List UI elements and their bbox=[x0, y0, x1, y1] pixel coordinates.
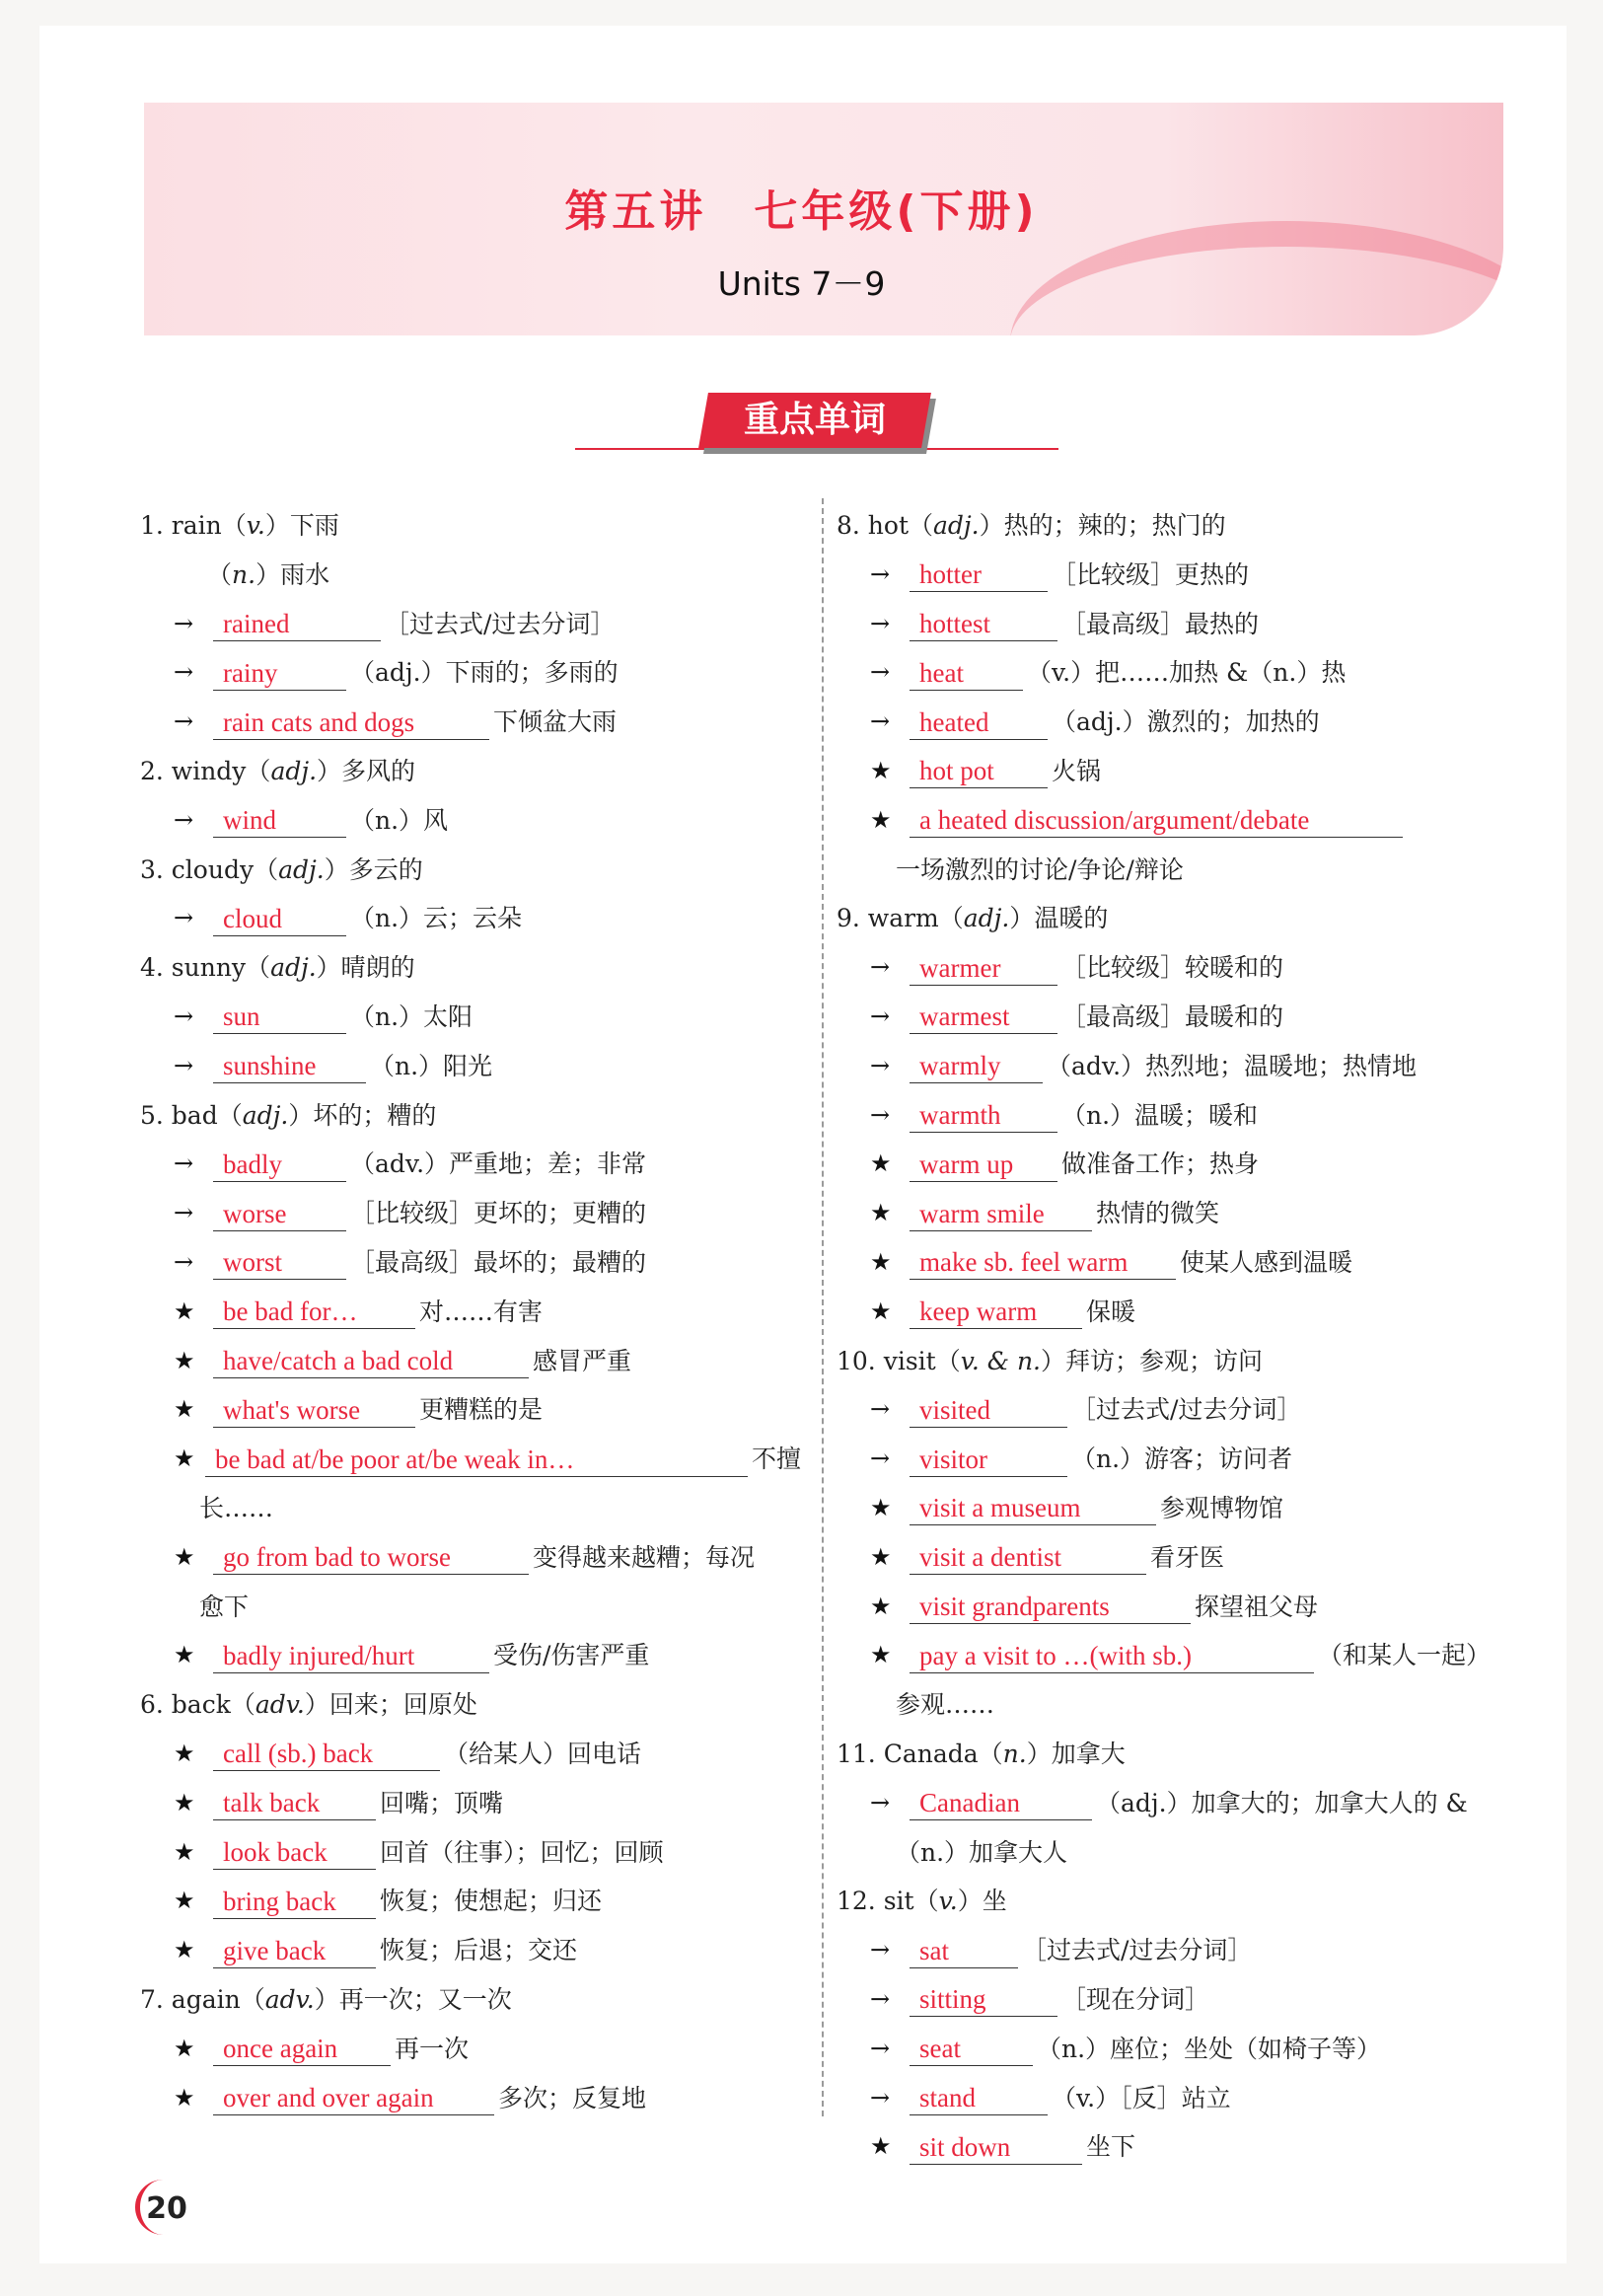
column-divider bbox=[822, 498, 824, 2116]
star-icon: ★ bbox=[174, 1346, 195, 1374]
definition: ）多云的 bbox=[324, 854, 423, 884]
definition: 恢复；使想起；归还 bbox=[380, 1887, 603, 1916]
right-entry-line bbox=[837, 1042, 1517, 1091]
answer-blank: warmer bbox=[910, 951, 1057, 986]
arrow-icon: → bbox=[174, 1149, 194, 1178]
right-entry-line bbox=[837, 501, 1517, 551]
answer-blank: sit down bbox=[910, 2130, 1082, 2165]
answer-blank: sat bbox=[910, 1934, 1018, 1968]
left-entry-line bbox=[140, 1484, 801, 1533]
left-entry-line bbox=[140, 894, 801, 943]
right-entry-line bbox=[837, 551, 1517, 600]
star-icon: ★ bbox=[870, 1296, 892, 1325]
part-of-speech: v. bbox=[246, 511, 265, 540]
right-entry-line bbox=[837, 2122, 1517, 2172]
answer-blank: heat bbox=[910, 656, 1023, 691]
answer-blank: be bad at/be poor at/be weak in… bbox=[205, 1443, 748, 1477]
definition: ）加拿大 bbox=[1026, 1739, 1126, 1768]
answer-blank: make sb. feel warm bbox=[910, 1245, 1176, 1280]
right-entry-line bbox=[837, 1385, 1517, 1435]
section-title: 重点单词 bbox=[743, 400, 886, 440]
arrow-icon: → bbox=[174, 609, 194, 637]
chapter-subtitle: Units 7－9 bbox=[717, 264, 886, 303]
star-icon: ★ bbox=[174, 1887, 195, 1915]
left-entry-line bbox=[140, 1926, 801, 1975]
definition-continued: （n.）加拿大人 bbox=[896, 1837, 1068, 1867]
headword: 9. warm（ bbox=[837, 904, 964, 933]
headword: 3. cloudy（ bbox=[140, 854, 279, 884]
right-entry-line bbox=[837, 1435, 1517, 1484]
definition: ）雨水 bbox=[255, 559, 330, 589]
right-entry-line bbox=[837, 698, 1517, 747]
answer-blank: visit grandparents bbox=[910, 1590, 1191, 1624]
answer-blank: badly injured/hurt bbox=[213, 1639, 489, 1673]
star-icon: ★ bbox=[174, 1641, 195, 1669]
part-of-speech: adj. bbox=[963, 904, 1010, 933]
section-heading bbox=[575, 393, 1058, 452]
star-icon: ★ bbox=[174, 1837, 195, 1866]
definition: （n.）温暖；暖和 bbox=[1061, 1100, 1259, 1130]
right-entry-line bbox=[837, 1484, 1517, 1533]
definition: 回嘴；顶嘴 bbox=[380, 1788, 504, 1817]
left-entry-line bbox=[140, 1779, 801, 1828]
answer-blank: visit a dentist bbox=[910, 1540, 1146, 1575]
answer-blank: badly bbox=[213, 1148, 346, 1182]
star-icon: ★ bbox=[174, 2034, 195, 2062]
definition: 使某人感到温暖 bbox=[1180, 1247, 1353, 1277]
arrow-icon: → bbox=[870, 609, 891, 637]
right-entry-line bbox=[837, 1926, 1517, 1975]
headword: 8. hot（ bbox=[837, 511, 933, 540]
right-entry-line bbox=[837, 747, 1517, 796]
definition: 不擅 bbox=[751, 1444, 801, 1474]
right-column bbox=[837, 501, 1517, 2172]
left-entry-line bbox=[140, 1140, 801, 1189]
left-entry-line bbox=[140, 1042, 801, 1091]
definition: （v.）把……加热 &（n.）热 bbox=[1027, 658, 1347, 688]
left-column bbox=[140, 501, 801, 2122]
definition: 探望祖父母 bbox=[1195, 1592, 1319, 1621]
star-icon: ★ bbox=[870, 1493, 892, 1521]
arrow-icon: → bbox=[174, 805, 194, 834]
answer-blank: rain cats and dogs bbox=[213, 705, 489, 740]
headword: 10. visit（ bbox=[837, 1346, 961, 1375]
answer-blank: hotter bbox=[910, 557, 1048, 592]
arrow-icon: → bbox=[870, 1051, 891, 1079]
left-entry-line bbox=[140, 1877, 801, 1926]
left-entry-line bbox=[140, 1337, 801, 1386]
star-icon: ★ bbox=[870, 2132, 892, 2161]
answer-blank: pay a visit to …(with sb.) bbox=[910, 1639, 1314, 1673]
right-entry-line bbox=[837, 1189, 1517, 1238]
answer-blank: warmest bbox=[910, 1000, 1057, 1034]
definition: （n.）阳光 bbox=[370, 1051, 493, 1080]
part-of-speech: adj. bbox=[242, 1100, 289, 1130]
headword: 2. windy（ bbox=[140, 756, 271, 785]
definition: ［最高级］最暖和的 bbox=[1061, 1001, 1284, 1031]
arrow-icon: → bbox=[174, 904, 194, 932]
definition: （n.）风 bbox=[350, 805, 449, 835]
definition: （n.）太阳 bbox=[350, 1001, 474, 1031]
definition: ）拜访；参观；访问 bbox=[1041, 1346, 1264, 1375]
definition: 回首（往事）；回忆；回顾 bbox=[380, 1837, 664, 1867]
star-icon: ★ bbox=[870, 1641, 892, 1669]
arrow-icon: → bbox=[870, 658, 891, 687]
right-entry-line bbox=[837, 1680, 1517, 1730]
left-entry-line bbox=[140, 796, 801, 846]
definition: 坐下 bbox=[1086, 2132, 1136, 2162]
answer-blank: over and over again bbox=[213, 2081, 494, 2115]
left-entry-line bbox=[140, 501, 801, 551]
star-icon: ★ bbox=[174, 1296, 195, 1325]
answer-blank: look back bbox=[213, 1835, 376, 1870]
star-icon: ★ bbox=[174, 1739, 195, 1767]
part-of-speech: adv. bbox=[255, 1690, 305, 1720]
left-entry-line bbox=[140, 1238, 801, 1288]
definition: 对……有害 bbox=[419, 1296, 544, 1326]
arrow-icon: → bbox=[870, 1984, 891, 2013]
answer-blank: sunshine bbox=[213, 1049, 366, 1083]
answer-blank: warm up bbox=[910, 1148, 1057, 1182]
arrow-icon: → bbox=[870, 1001, 891, 1030]
definition-continued: 长…… bbox=[199, 1493, 274, 1522]
answer-blank: go from bad to worse bbox=[213, 1540, 529, 1575]
definition: ［过去式/过去分词］ bbox=[1022, 1936, 1253, 1965]
definition: ）晴朗的 bbox=[316, 953, 415, 983]
definition: 做准备工作；热身 bbox=[1061, 1149, 1260, 1179]
answer-blank: once again bbox=[213, 2032, 391, 2066]
definition: 热情的微笑 bbox=[1096, 1199, 1220, 1228]
definition: 参观博物馆 bbox=[1160, 1493, 1284, 1522]
answer-blank: Canadian bbox=[910, 1786, 1092, 1820]
left-entry-line bbox=[140, 551, 801, 600]
answer-blank: sitting bbox=[910, 1982, 1057, 2017]
arrow-icon: → bbox=[870, 1788, 891, 1816]
arrow-icon: → bbox=[174, 1051, 194, 1079]
answer-blank: visited bbox=[910, 1393, 1067, 1428]
right-entry-line bbox=[837, 1779, 1517, 1828]
arrow-icon: → bbox=[870, 2083, 891, 2111]
star-icon: ★ bbox=[174, 1788, 195, 1816]
star-icon: ★ bbox=[174, 2083, 195, 2111]
part-of-speech: adj. bbox=[270, 756, 318, 785]
definition: 受伤/伤害严重 bbox=[493, 1641, 650, 1670]
answer-blank: talk back bbox=[213, 1786, 376, 1820]
answer-blank: call (sb.) back bbox=[213, 1737, 440, 1771]
left-entry-line bbox=[140, 1435, 801, 1484]
answer-blank: have/catch a bad cold bbox=[213, 1344, 529, 1378]
arrow-icon: → bbox=[870, 953, 891, 982]
right-entry-line bbox=[837, 1288, 1517, 1337]
answer-blank: visitor bbox=[910, 1443, 1067, 1477]
definition: ）下雨 bbox=[264, 511, 339, 540]
answer-blank: heated bbox=[910, 705, 1048, 740]
answer-blank: keep warm bbox=[910, 1295, 1082, 1329]
left-entry-line bbox=[140, 747, 801, 796]
definition: （n.）云；云朵 bbox=[350, 904, 523, 933]
headword: 11. Canada（ bbox=[837, 1739, 1003, 1768]
right-entry-line bbox=[837, 1631, 1517, 1680]
right-entry-line bbox=[837, 1091, 1517, 1141]
left-entry-line bbox=[140, 846, 801, 895]
left-entry-line bbox=[140, 1631, 801, 1680]
chapter-title: 第五讲 七年级(下册) bbox=[564, 186, 1039, 237]
star-icon: ★ bbox=[174, 1395, 195, 1424]
right-entry-line bbox=[837, 648, 1517, 698]
definition: 下倾盆大雨 bbox=[493, 707, 618, 737]
left-entry-line bbox=[140, 993, 801, 1042]
right-entry-line bbox=[837, 1877, 1517, 1926]
right-entry-line bbox=[837, 1140, 1517, 1189]
definition: ［现在分词］ bbox=[1061, 1984, 1210, 2014]
right-entry-line bbox=[837, 796, 1517, 846]
headword: 6. back（ bbox=[140, 1690, 255, 1720]
answer-blank: hot pot bbox=[910, 754, 1048, 788]
answer-blank: a heated discussion/argument/debate bbox=[910, 803, 1403, 838]
star-icon: ★ bbox=[870, 1149, 892, 1178]
right-entry-line bbox=[837, 1730, 1517, 1779]
definition: 多次；反复地 bbox=[498, 2083, 647, 2112]
left-entry-line bbox=[140, 943, 801, 993]
star-icon: ★ bbox=[174, 1936, 195, 1964]
definition: 感冒严重 bbox=[533, 1346, 632, 1375]
answer-blank: rainy bbox=[213, 656, 346, 691]
definition: ［比较级］更热的 bbox=[1052, 559, 1250, 589]
definition: ［最高级］最热的 bbox=[1061, 609, 1260, 638]
headword: 12. sit（ bbox=[837, 1887, 939, 1916]
right-entry-line bbox=[837, 1533, 1517, 1583]
definition: ）坐 bbox=[957, 1887, 1007, 1916]
answer-blank: be bad for… bbox=[213, 1295, 415, 1329]
definition-continued: 参观…… bbox=[896, 1690, 995, 1720]
right-entry-line bbox=[837, 846, 1517, 895]
definition: （n.）座位；坐处（如椅子等） bbox=[1037, 2034, 1382, 2063]
answer-blank: visit a museum bbox=[910, 1491, 1156, 1525]
part-of-speech: n. bbox=[232, 559, 256, 589]
definition: ［过去式/过去分词］ bbox=[1071, 1395, 1302, 1425]
answer-blank: worse bbox=[213, 1197, 346, 1231]
left-entry-line bbox=[140, 1385, 801, 1435]
page-number: 20 bbox=[143, 2185, 190, 2233]
answer-blank: sun bbox=[213, 1000, 346, 1034]
star-icon: ★ bbox=[870, 805, 892, 834]
arrow-icon: → bbox=[870, 1444, 891, 1473]
definition: ）坏的；糟的 bbox=[288, 1100, 437, 1130]
definition-continued: 一场激烈的讨论/争论/辩论 bbox=[896, 854, 1184, 884]
left-entry-line bbox=[140, 1583, 801, 1632]
star-icon: ★ bbox=[174, 1542, 195, 1571]
definition-continued: 愈下 bbox=[199, 1592, 250, 1621]
left-entry-line bbox=[140, 1091, 801, 1141]
left-entry-line bbox=[140, 698, 801, 747]
right-entry-line bbox=[837, 993, 1517, 1042]
arrow-icon: → bbox=[870, 559, 891, 588]
arrow-icon: → bbox=[174, 658, 194, 687]
answer-blank: wind bbox=[213, 803, 346, 838]
left-entry-line bbox=[140, 1533, 801, 1583]
star-icon: ★ bbox=[870, 1542, 892, 1571]
answer-blank: bring back bbox=[213, 1885, 376, 1919]
right-entry-line bbox=[837, 600, 1517, 649]
answer-blank: warm smile bbox=[910, 1197, 1092, 1231]
definition: ［比较级］更坏的；更糟的 bbox=[350, 1199, 647, 1228]
part-of-speech: n. bbox=[1002, 1739, 1027, 1768]
definition: 看牙医 bbox=[1150, 1542, 1225, 1572]
definition: ）回来；回原处 bbox=[304, 1690, 477, 1720]
definition: 再一次 bbox=[395, 2034, 470, 2063]
headword: 4. sunny（ bbox=[140, 953, 271, 983]
left-entry-line bbox=[140, 1680, 801, 1730]
answer-blank: rained bbox=[213, 607, 381, 641]
headword: 7. again（ bbox=[140, 1984, 265, 2014]
definition: ）温暖的 bbox=[1009, 904, 1109, 933]
definition: 保暖 bbox=[1086, 1296, 1136, 1326]
part-of-speech: adj. bbox=[270, 953, 317, 983]
right-entry-line bbox=[837, 2025, 1517, 2074]
definition: （adv.）严重地；差；非常 bbox=[350, 1149, 647, 1179]
right-entry-line bbox=[837, 1337, 1517, 1386]
left-entry-line bbox=[140, 1288, 801, 1337]
star-icon: ★ bbox=[870, 1199, 892, 1227]
left-entry-line bbox=[140, 2025, 801, 2074]
left-entry-line bbox=[140, 1189, 801, 1238]
headword: 1. rain（ bbox=[140, 511, 247, 540]
definition: （给某人）回电话 bbox=[444, 1739, 642, 1768]
definition: （n.）游客；访问者 bbox=[1071, 1444, 1293, 1474]
answer-blank: give back bbox=[213, 1934, 376, 1968]
definition: （和某人一起） bbox=[1318, 1641, 1492, 1670]
definition: ［过去式/过去分词］ bbox=[385, 609, 616, 638]
left-entry-line bbox=[140, 2074, 801, 2123]
headword: 5. bad（ bbox=[140, 1100, 243, 1130]
definition: （adj.）加拿大的；加拿大人的 & bbox=[1096, 1788, 1468, 1817]
arrow-icon: → bbox=[870, 707, 891, 736]
definition: （v.）［反］站立 bbox=[1052, 2083, 1231, 2112]
arrow-icon: → bbox=[174, 1001, 194, 1030]
answer-blank: cloud bbox=[213, 902, 346, 936]
left-entry-line bbox=[140, 1828, 801, 1878]
answer-blank: warmly bbox=[910, 1049, 1043, 1083]
answer-blank: hottest bbox=[910, 607, 1057, 641]
arrow-icon: → bbox=[174, 1199, 194, 1227]
left-entry-line bbox=[140, 600, 801, 649]
definition: 更糟糕的是 bbox=[419, 1395, 544, 1425]
answer-blank: what's worse bbox=[213, 1393, 415, 1428]
star-icon: ★ bbox=[870, 1592, 892, 1620]
left-entry-line bbox=[140, 1975, 801, 2025]
definition: （adj.）激烈的；加热的 bbox=[1052, 707, 1320, 737]
arrow-icon: → bbox=[174, 707, 194, 736]
star-icon: ★ bbox=[174, 1444, 195, 1473]
arrow-icon: → bbox=[870, 2034, 891, 2062]
arrow-icon: → bbox=[870, 1395, 891, 1424]
definition: ）多风的 bbox=[317, 756, 416, 785]
arrow-icon: → bbox=[870, 1100, 891, 1129]
arrow-icon: → bbox=[870, 1936, 891, 1964]
left-entry-line bbox=[140, 1730, 801, 1779]
section-underline bbox=[575, 448, 1058, 450]
definition: ［比较级］较暖和的 bbox=[1061, 953, 1284, 983]
part-of-speech: adj. bbox=[933, 511, 980, 540]
definition: ）热的；辣的；热门的 bbox=[979, 511, 1226, 540]
definition: （adj.）下雨的；多雨的 bbox=[350, 658, 619, 688]
definition: （adv.）热烈地；温暖地；热情地 bbox=[1047, 1051, 1418, 1080]
answer-blank: worst bbox=[213, 1245, 346, 1280]
right-entry-line bbox=[837, 2074, 1517, 2123]
answer-blank: warmth bbox=[910, 1098, 1057, 1133]
right-entry-line bbox=[837, 1238, 1517, 1288]
star-icon: ★ bbox=[870, 1247, 892, 1276]
star-icon: ★ bbox=[870, 756, 892, 784]
arrow-icon: → bbox=[174, 1247, 194, 1276]
part-of-speech: adv. bbox=[264, 1984, 315, 2014]
definition: 火锅 bbox=[1052, 756, 1102, 785]
right-entry-line bbox=[837, 894, 1517, 943]
answer-blank: stand bbox=[910, 2081, 1048, 2115]
part-of-speech: adj. bbox=[278, 854, 325, 884]
part-of-speech: v. & n. bbox=[960, 1346, 1042, 1375]
right-entry-line bbox=[837, 1583, 1517, 1632]
answer-blank: seat bbox=[910, 2032, 1033, 2066]
right-entry-line bbox=[837, 1975, 1517, 2025]
definition: ）再一次；又一次 bbox=[314, 1984, 512, 2014]
definition: 变得越来越糟；每况 bbox=[533, 1542, 756, 1572]
part-of-speech: v. bbox=[938, 1887, 958, 1916]
right-entry-line bbox=[837, 1828, 1517, 1878]
left-entry-line bbox=[140, 648, 801, 698]
definition: ［最高级］最坏的；最糟的 bbox=[350, 1247, 647, 1277]
paren: （ bbox=[207, 559, 233, 589]
definition: 恢复；后退；交还 bbox=[380, 1936, 578, 1965]
right-entry-line bbox=[837, 943, 1517, 993]
